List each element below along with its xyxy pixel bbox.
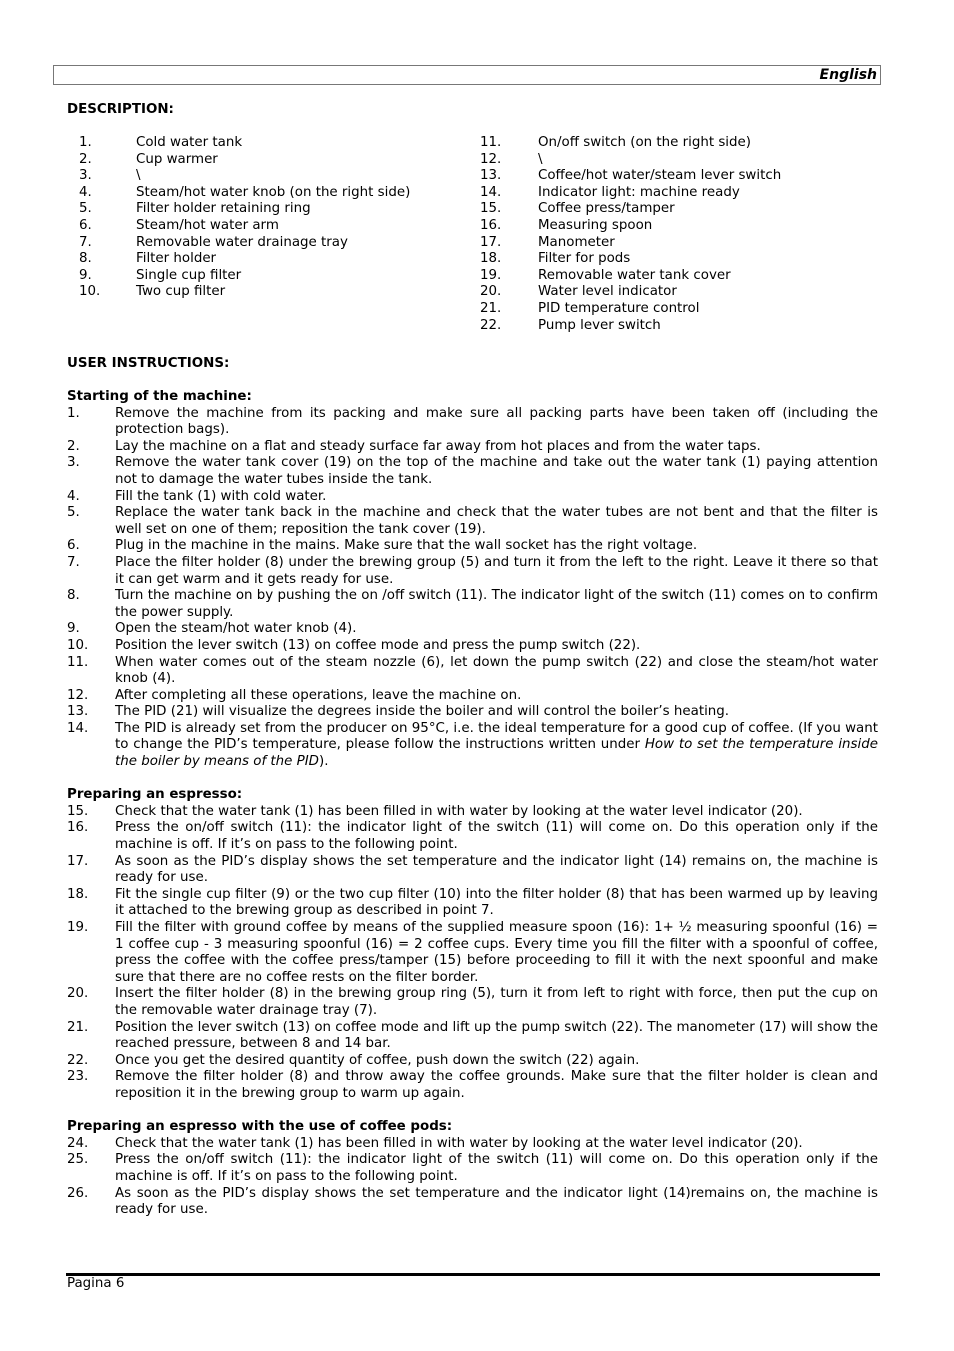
step-text: Fill the tank (1) with cold water. xyxy=(115,488,327,504)
item-label: Steam/hot water knob (on the right side) xyxy=(136,184,411,200)
list-item xyxy=(79,201,459,218)
list-item xyxy=(79,135,459,152)
list-item xyxy=(480,268,880,285)
step-number: 23. xyxy=(67,1069,89,1085)
item-label: Water level indicator xyxy=(538,284,677,300)
step-number: 13. xyxy=(67,704,89,720)
step-number: 10. xyxy=(67,637,89,653)
item-number: 12. xyxy=(480,151,502,167)
list-item xyxy=(67,1020,878,1053)
step-number: 1. xyxy=(67,405,80,421)
item-number: 18. xyxy=(480,251,502,267)
list-item xyxy=(79,152,459,169)
list-item xyxy=(79,268,459,285)
step-text: Plug in the machine in the mains. Make sure that the wall socket has the right voltage. xyxy=(115,538,698,554)
item-number: 16. xyxy=(480,217,502,233)
instructions-body xyxy=(67,389,878,1219)
list-item xyxy=(480,301,880,318)
step-text: Fit the single cup filter (9) or the two cup filter (10) into the filter holder (8) that has been warmed up by leaving it attached to the brewing group as described in point 7. xyxy=(115,886,878,919)
step-number: 19. xyxy=(67,920,89,935)
item-number: 2. xyxy=(79,151,92,167)
list-item xyxy=(67,1053,878,1070)
item-label: Manometer xyxy=(538,234,615,250)
step-text: The PID (21) will visualize the degrees inside the boiler and will control the boiler’s heating. xyxy=(115,704,730,720)
item-number: 15. xyxy=(480,201,502,217)
step-text: Replace the water tank back in the machine and check that the water tubes are not bent and that the filter is well set on one of them; reposition the tank cover (19). xyxy=(115,505,878,537)
step-number: 5. xyxy=(67,505,80,521)
list-item xyxy=(480,318,880,335)
language-label: English xyxy=(819,67,877,83)
item-label: Cup warmer xyxy=(136,151,218,167)
list-item xyxy=(67,621,878,638)
step-text: Place the filter holder (8) under the brewing group (5) and turn it from the left to the right. Leave it there so that it can get warm and it gets ready for use. xyxy=(115,554,878,587)
list-item xyxy=(67,439,878,456)
step-text: Once you get the desired quantity of coffee, push down the switch (22) again. xyxy=(115,1052,640,1068)
item-label: On/off switch (on the right side) xyxy=(538,135,751,150)
step-number: 25. xyxy=(67,1152,89,1168)
step-number: 8. xyxy=(67,588,80,604)
item-label: Single cup filter xyxy=(136,267,242,283)
list-item xyxy=(79,185,459,202)
item-number: 7. xyxy=(79,234,92,250)
step-text: Fill the filter with ground coffee by means of the supplied measure spoon (16): 1+ ½ measuring spoonful (16) = 1 coffee cup - 3 measuring spoonful (16) = 2 coffee cups. Every time you fill the filter with a spoonful of coffee, press the coffee with the coffee press/tamper (15) before proceeding to fill it with the next spoonful and make sure that there are no coffee rests on the filter border. xyxy=(115,920,878,985)
step-text: As soon as the PID’s display shows the set temperature and the indicator light (14) remains on, the machine is ready for use. xyxy=(115,853,878,886)
step-text: As soon as the PID’s display shows the set temperature and the indicator light (14)remains on, the machine is ready for use. xyxy=(115,1185,878,1218)
header-bar xyxy=(53,65,881,85)
item-label: Filter for pods xyxy=(538,251,631,267)
step-text: Insert the filter holder (8) in the brewing group ring (5), turn it from left to right with force, then put the cup on the removable water drainage tray (7). xyxy=(115,986,878,1018)
list-item xyxy=(67,704,878,721)
item-label: Indicator light: machine ready xyxy=(538,184,740,200)
list-item xyxy=(79,218,459,235)
step-text: Turn the machine on by pushing the on /off switch (11). The indicator light of the switch (11) comes on to confirm the power supply. xyxy=(115,588,878,620)
step-number: 11. xyxy=(67,654,89,670)
step-text: Open the steam/hot water knob (4). xyxy=(115,621,357,637)
step-number: 12. xyxy=(67,687,89,703)
step-number: 21. xyxy=(67,1019,89,1035)
step-text: Press the on/off switch (11): the indicator light of the switch (11) will come on. Do this operation only if the machine is off. If it’s on pass to the following point. xyxy=(115,1152,878,1184)
step-text: The PID is already set from the producer on 95°C, i.e. the ideal temperature for a good cup of coffee. (If you want to change the PID’s temperature, please follow the instructions written under How to set the temperature inside the boiler by means of the PID). xyxy=(115,720,878,770)
step-number: 17. xyxy=(67,853,89,869)
list-item xyxy=(67,986,878,1019)
item-number: 21. xyxy=(480,300,502,316)
list-item xyxy=(67,854,878,887)
item-number: 17. xyxy=(480,234,502,250)
item-number: 22. xyxy=(480,317,502,333)
list-item xyxy=(79,168,459,185)
list-item xyxy=(67,1136,878,1153)
list-item xyxy=(67,887,878,920)
step-text: Remove the water tank cover (19) on the top of the machine and take out the water tank (1) paying attention not to damage the water tubes inside the tank. xyxy=(115,455,878,487)
item-number: 5. xyxy=(79,201,92,217)
item-number: 4. xyxy=(79,184,92,200)
step-number: 9. xyxy=(67,621,80,637)
step-number: 2. xyxy=(67,438,80,454)
item-number: 11. xyxy=(480,135,502,150)
list-item xyxy=(480,168,880,185)
step-text: Lay the machine on a flat and steady surface far away from hot places and from the water taps. xyxy=(115,438,761,454)
item-number: 9. xyxy=(79,267,92,283)
item-label: PID temperature control xyxy=(538,300,700,316)
list-item xyxy=(67,538,878,555)
step-text: Remove the filter holder (8) and throw away the coffee grounds. Make sure that the filter holder is clean and reposition it in the brewing group to warm up again. xyxy=(115,1069,878,1101)
step-number: 18. xyxy=(67,886,89,902)
list-item xyxy=(67,804,878,821)
list-item xyxy=(67,555,878,588)
page-number: Pagina 6 xyxy=(67,1276,125,1291)
item-label: Pump lever switch xyxy=(538,317,661,333)
item-number: 3. xyxy=(79,168,92,184)
item-label: Measuring spoon xyxy=(538,217,653,233)
step-number: 24. xyxy=(67,1135,89,1151)
list-item xyxy=(79,251,459,268)
list-item xyxy=(480,152,880,169)
step-number: 16. xyxy=(67,820,89,836)
list-item xyxy=(79,284,459,301)
list-item xyxy=(480,251,880,268)
item-label: Two cup filter xyxy=(136,284,226,300)
list-item xyxy=(67,820,878,853)
list-item xyxy=(67,489,878,506)
list-item xyxy=(480,284,880,301)
starting-steps xyxy=(67,406,878,721)
list-item xyxy=(67,1069,878,1102)
item-label: \ xyxy=(136,168,141,184)
item-label: Cold water tank xyxy=(136,135,243,150)
step-number: 7. xyxy=(67,554,80,570)
list-item xyxy=(67,505,878,538)
item-label: Steam/hot water arm xyxy=(136,217,279,233)
espresso-title: Preparing an espresso: xyxy=(67,787,243,803)
item-number: 8. xyxy=(79,251,92,267)
step-number: 6. xyxy=(67,538,80,554)
pods-steps xyxy=(67,1136,878,1219)
list-item xyxy=(67,655,878,688)
list-item xyxy=(480,218,880,235)
footer-divider xyxy=(66,1273,880,1276)
list-item xyxy=(67,721,878,771)
list-item xyxy=(480,235,880,252)
item-label: Removable water drainage tray xyxy=(136,234,348,250)
item-label: Removable water tank cover xyxy=(538,267,731,283)
item-number: 1. xyxy=(79,135,92,150)
item-number: 10. xyxy=(79,284,101,300)
item-number: 6. xyxy=(79,217,92,233)
step-number: 4. xyxy=(67,488,80,504)
step-number: 22. xyxy=(67,1052,89,1068)
item-label: Filter holder retaining ring xyxy=(136,201,311,217)
list-item xyxy=(67,638,878,655)
step-number: 14. xyxy=(67,720,89,736)
item-number: 14. xyxy=(480,184,502,200)
description-list-right xyxy=(480,135,880,334)
list-item xyxy=(79,235,459,252)
list-item xyxy=(67,688,878,705)
item-label: Coffee press/tamper xyxy=(538,201,675,217)
description-list-left xyxy=(79,135,459,301)
list-item xyxy=(480,201,880,218)
list-item xyxy=(67,1186,878,1219)
step-text: Remove the machine from its packing and make sure all packing parts have been taken off (including the protection bags). xyxy=(115,405,878,438)
step-number: 3. xyxy=(67,455,80,471)
step-text: Check that the water tank (1) has been filled in with water by looking at the water level indicator (20). xyxy=(115,803,803,819)
item-number: 20. xyxy=(480,284,502,300)
item-number: 19. xyxy=(480,267,502,283)
step-number: 20. xyxy=(67,986,89,1002)
list-item xyxy=(67,588,878,621)
list-item xyxy=(67,455,878,488)
item-label: Filter holder xyxy=(136,251,217,267)
item-label: Coffee/hot water/steam lever switch xyxy=(538,168,782,184)
step-text: After completing all these operations, leave the machine on. xyxy=(115,687,522,703)
user-instructions-title: USER INSTRUCTIONS: xyxy=(67,356,230,371)
list-item xyxy=(480,185,880,202)
list-item xyxy=(67,920,878,986)
description-title: DESCRIPTION: xyxy=(67,102,174,117)
list-item xyxy=(480,135,880,152)
step-text: When water comes out of the steam nozzle (6), let down the pump switch (22) and close the steam/hot water knob (4). xyxy=(115,654,878,687)
list-item xyxy=(67,406,878,439)
espresso-steps xyxy=(67,804,878,1103)
step-number: 26. xyxy=(67,1185,89,1201)
list-item xyxy=(67,1152,878,1185)
step-number: 15. xyxy=(67,803,89,819)
step-text: Position the lever switch (13) on coffee mode and lift up the pump switch (22). The manometer (17) will show the reached pressure, between 8 and 14 bar. xyxy=(115,1019,878,1052)
step-text: Press the on/off switch (11): the indicator light of the switch (11) will come on. Do this operation only if the machine is off. If it’s on pass to the following point. xyxy=(115,820,878,853)
item-number: 13. xyxy=(480,168,502,184)
starting-title: Starting of the machine: xyxy=(67,389,252,404)
step-text: Check that the water tank (1) has been filled in with water by looking at the water level indicator (20). xyxy=(115,1135,803,1151)
pods-title: Preparing an espresso with the use of coffee pods: xyxy=(67,1119,453,1135)
step-text: Position the lever switch (13) on coffee mode and press the pump switch (22). xyxy=(115,637,641,653)
item-label: \ xyxy=(538,151,543,167)
